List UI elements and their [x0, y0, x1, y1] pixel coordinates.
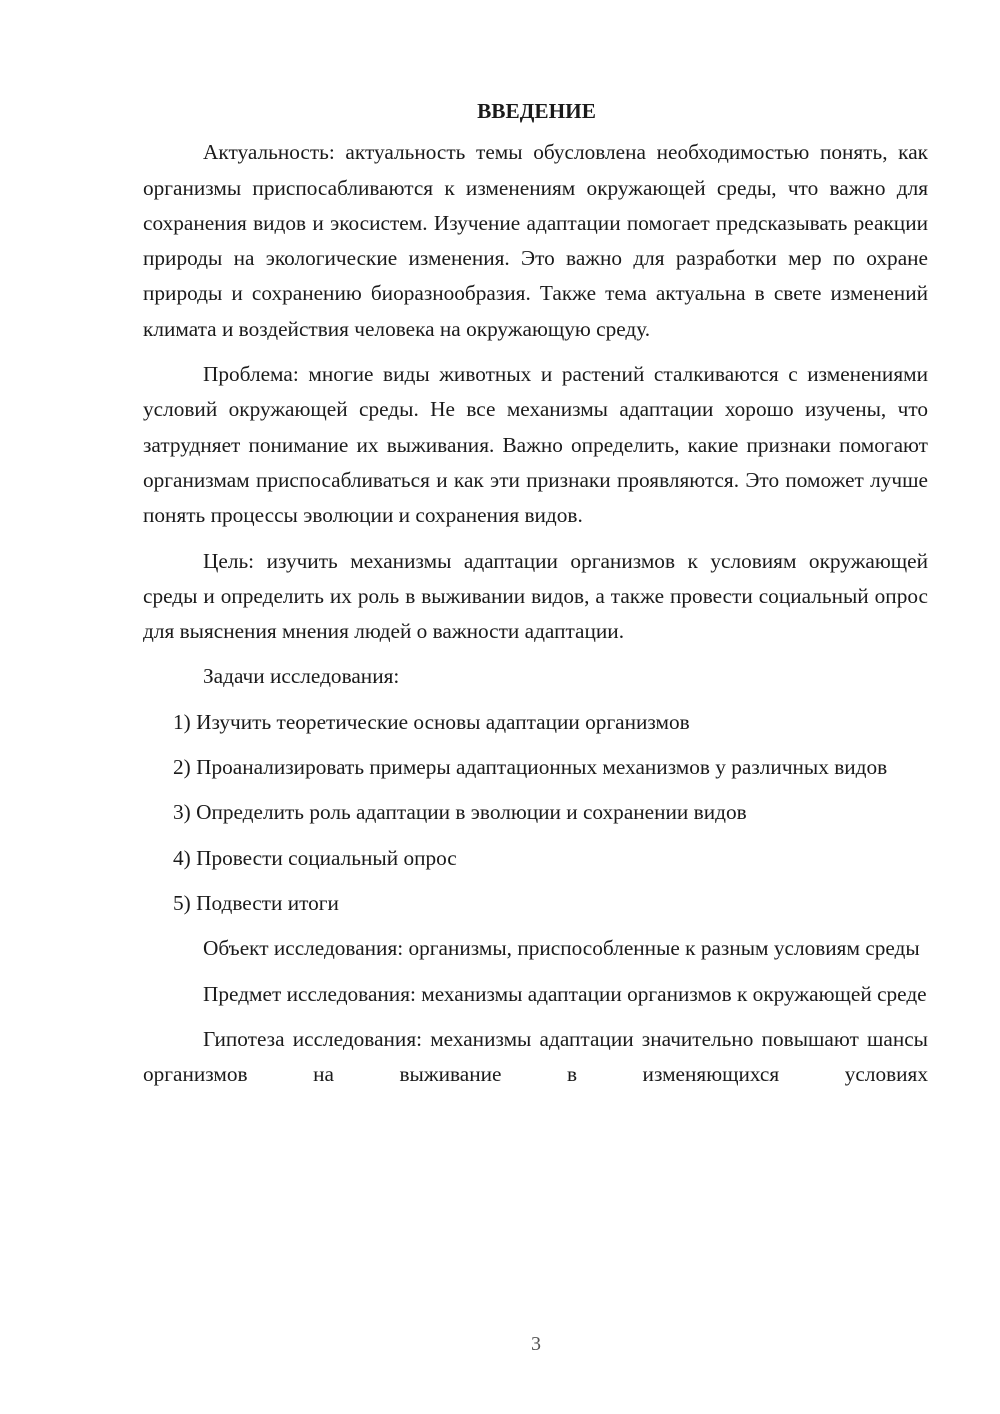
hypothesis-paragraph: Гипотеза исследования: механизмы адаптации значительно повышают шансы организмов на выживание в изменяющихся условиях: [143, 1026, 928, 1087]
object-paragraph: Объект исследования: организмы, приспособленные к разным условиям среды: [203, 936, 920, 961]
problem-paragraph: Проблема: многие виды животных и растений сталкиваются с изменениями условий окружающей среды. Не все механизмы адаптации хорошо изучены, что затрудняет понимание их выживания. Важно определить, какие признаки помогают организмам приспосабливаться и как эти признаки проявляются. Это поможет лучше понять процессы эволюции и сохранения видов.: [143, 362, 928, 528]
page-content: [143, 94, 928, 1102]
goal-paragraph: Цель: изучить механизмы адаптации организмов к условиям окружающей среды и определить их роль в выживании видов, а также провести социальный опрос для выяснения мнения людей о важности адаптации.: [143, 548, 928, 644]
page-number: 3: [531, 1333, 541, 1355]
task-item-1: 1) Изучить теоретические основы адаптации организмов: [173, 709, 690, 734]
relevance-paragraph: Актуальность: актуальность темы обусловлена необходимостью понять, как организмы приспосабливаются к изменениям окружающей среды, что важно для сохранения видов и экосистем. Изучение адаптации помогает предсказывать реакции природы на экологические изменения. Это важно для разработки мер по охране природы и сохранению биоразнообразия. Также тема актуальна в свете изменений климата и воздействия человека на окружающую среду.: [143, 140, 928, 341]
task-item-3: 3) Определить роль адаптации в эволюции и сохранении видов: [173, 800, 747, 825]
subject-paragraph: Предмет исследования: механизмы адаптации организмов к окружающей среде: [203, 981, 927, 1006]
task-item-2: 2) Проанализировать примеры адаптационных механизмов у различных видов: [173, 755, 888, 780]
task-item-4: 4) Провести социальный опрос: [173, 845, 457, 870]
task-item-5: 5) Подвести итоги: [173, 890, 339, 915]
tasks-heading: Задачи исследования:: [203, 664, 400, 689]
section-title: ВВЕДЕНИЕ: [477, 99, 596, 123]
